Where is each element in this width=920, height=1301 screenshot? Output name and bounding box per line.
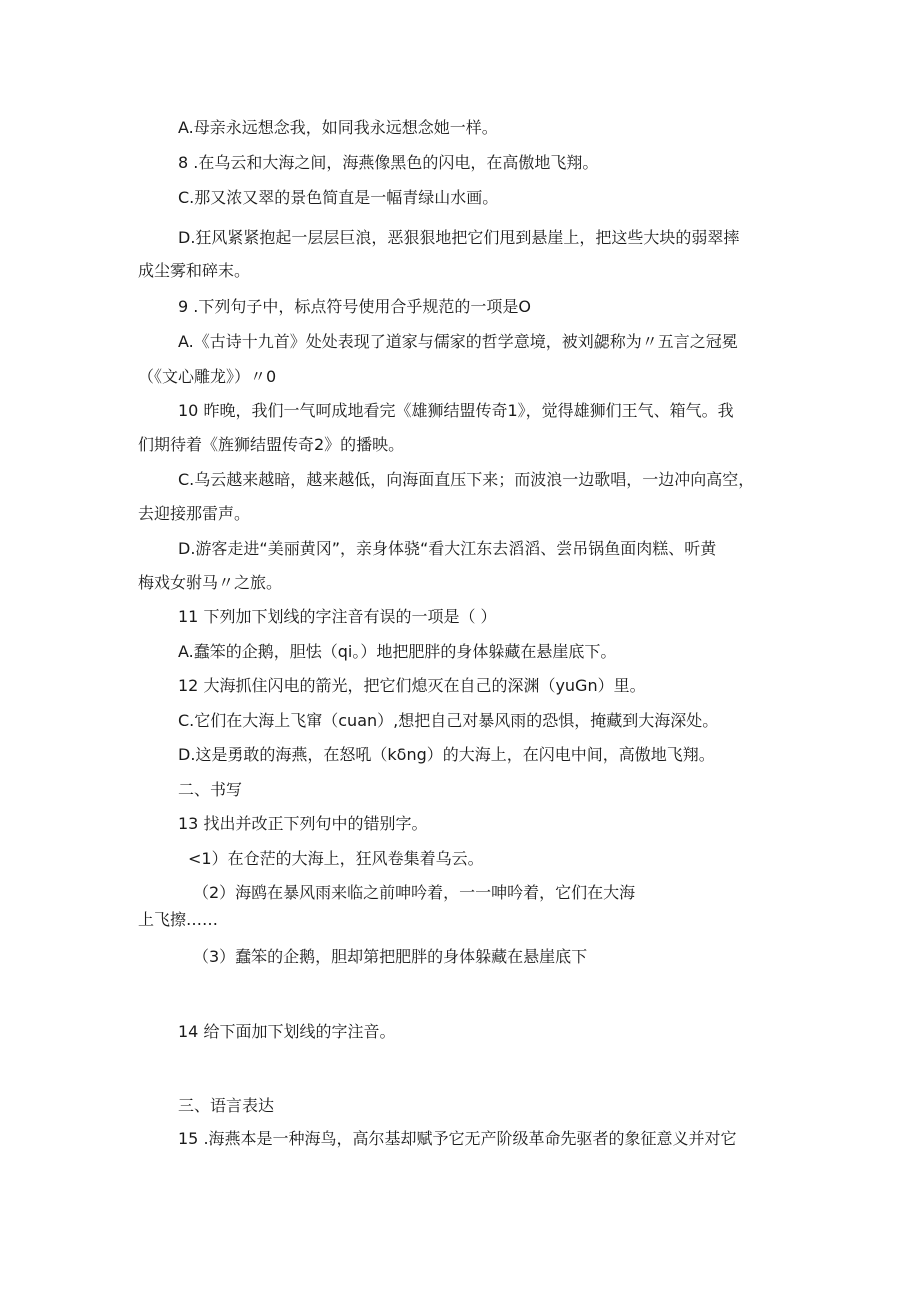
question-10-option-d: D.游客走进“美丽黄冈”，亲身体骁“看大江东去滔滔、尝吊锅鱼面肉糕、听黄 [178, 539, 717, 558]
question-11-line: 11 下列加下划线的字注音有误的一项是（ ） [178, 607, 497, 626]
question-10-line: 10 昨晚，我们一气呵成地看完《雄狮结盟传奇1》，觉得雄狮们王气、箱气。我 [178, 401, 734, 420]
question-11-option-a: A.蠢笨的企鹅，胆怯（qi。）地把肥胖的身体躲藏在悬崖底下。 [178, 642, 617, 661]
question-12-line: 12 大海抓住闪电的箭光，把它们熄灭在自己的深渊（yuGn）里。 [178, 676, 646, 695]
question-14-line: 14 给下面加下划线的字注音。 [178, 1022, 396, 1041]
question-10-option-c-continuation: 去迎接那雷声。 [138, 504, 251, 523]
question-13-item-2: （2）海鸥在暴风雨来临之前呻吟着，一一呻吟着，它们在大海 [193, 883, 636, 902]
question-10-option-d-continuation: 梅戏女驸马〃之旅。 [138, 573, 283, 592]
question-15-line: 15 .海燕本是一种海鸟，高尔基却赋予它无产阶级革命先驱者的象征意义并对它 [178, 1129, 737, 1148]
section-heading-language-expression: 三、语言表达 [178, 1096, 275, 1115]
option-d-line: D.狂风紧紧抱起一层层巨浪，恶狠狠地把它们甩到悬崖上，把这些大块的弱翠摔 [178, 228, 740, 247]
question-10-option-c: C.乌云越来越暗，越来越低，向海面直压下来；而波浪一边歌唱，一边冲向高空， [178, 470, 755, 489]
question-13-line: 13 找出并改正下列句中的错别字。 [178, 814, 428, 833]
question-13-item-1: <1）在仓茫的大海上，狂风卷集着乌云。 [188, 849, 484, 868]
option-c-line: C.那又浓又翠的景色简直是一幅青绿山水画。 [178, 188, 499, 207]
section-heading-writing: 二、书写 [178, 780, 243, 799]
question-12-option-d: D.这是勇敢的海燕，在怒吼（kδng）的大海上，在闪电中间，高傲地飞翔。 [178, 745, 715, 764]
question-8-line: 8 .在乌云和大海之间，海燕像黑色的闪电，在高傲地飞翔。 [178, 153, 599, 172]
question-10-continuation: 们期待着《旌狮结盟传奇2》的播映。 [138, 435, 405, 454]
question-13-item-3: （3）蠢笨的企鹅，胆却第把肥胖的身体躲藏在悬崖底下 [193, 947, 588, 966]
question-9-option-a: A.《古诗十九首》处处表现了道家与儒家的哲学意境，被刘勰称为〃五言之冠冕 [178, 332, 738, 351]
option-a-line: A.母亲永远想念我，如同我永远想念她一样。 [178, 118, 498, 137]
question-13-item-2-continuation: 上飞擦…… [138, 910, 219, 929]
question-12-option-c: C.它们在大海上飞窜（cuan）,想把自己对暴风雨的恐惧，掩藏到大海深处。 [178, 711, 719, 730]
question-9-line: 9 .下列句子中，标点符号使用合乎规范的一项是O [178, 297, 531, 316]
option-d-continuation: 成尘雾和碎末。 [138, 261, 251, 280]
question-9-option-a-continuation: （《文心雕龙》）〃0 [138, 367, 277, 386]
